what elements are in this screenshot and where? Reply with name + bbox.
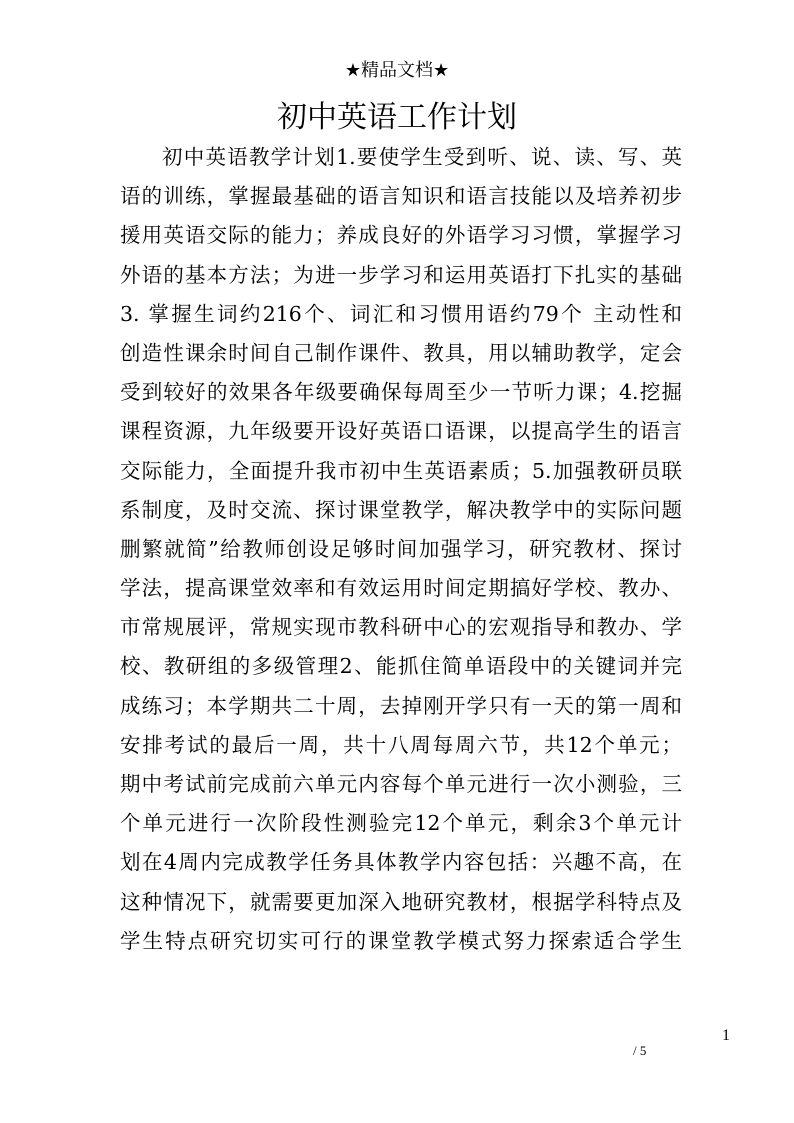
- body-line: 初中英语教学计划1.要使学生受到听、说、读、写、英: [162, 145, 682, 169]
- page-number: 1: [722, 1027, 730, 1044]
- header-mark: ★精品文档★: [344, 60, 450, 81]
- body-line: 删繁就简”给教师创设足够时间加强学习，研究教材、探讨: [120, 536, 682, 561]
- body-text: [120, 138, 682, 961]
- body-line: 学生特点研究切实可行的课堂教学模式努力探索适合学生: [120, 928, 682, 953]
- body-line: 课程资源，九年级要开设好英语口语课，以提高学生的语言: [120, 419, 682, 444]
- body-line: 创造性课余时间自己制作课件、教具，用以辅助教学，定会: [120, 340, 682, 365]
- body-line: 个单元进行一次阶段性测验完12个单元，剩余3个单元计: [120, 811, 682, 836]
- body-line: 成练习；本学期共二十周，去掉刚开学只有一天的第一周和: [120, 693, 682, 718]
- body-line: 期中考试前完成前六单元内容每个单元进行一次小测验，三: [120, 772, 682, 796]
- body-line: 交际能力，全面提升我市初中生英语素质；5.加强教研员联: [120, 458, 682, 483]
- body-line: 语的训练，掌握最基础的语言知识和语言技能以及培养初步: [120, 184, 682, 209]
- body-line: 系制度，及时交流、探讨课堂教学，解决教学中的实际问题: [120, 497, 682, 522]
- body-line: 市常规展评，常规实现市教科研中心的宏观指导和教办、学: [120, 615, 682, 640]
- page-count: / 5: [633, 1043, 647, 1058]
- body-line: 划在4周内完成教学任务具体教学内容包括：兴趣不高，在: [120, 850, 682, 875]
- body-line: 援用英语交际的能力；养成良好的外语学习习惯，掌握学习: [120, 223, 682, 248]
- body-line: 受到较好的效果各年级要确保每周至少一节听力课；4.挖掘: [120, 380, 682, 405]
- document-title: 初中英语工作计划: [277, 100, 517, 135]
- body-line: 安排考试的最后一周，共十八周每周六节，共12个单元；: [120, 732, 682, 757]
- body-line: 3. 掌握生词约216个、词汇和习惯用语约79个 主动性和: [120, 301, 682, 326]
- body-line: 学法，提高课堂效率和有效运用时间定期搞好学校、教办、: [120, 576, 682, 601]
- body-line: 这种情况下，就需要更加深入地研究教材，根据学科特点及: [120, 889, 682, 914]
- body-line: 外语的基本方法；为进一步学习和运用英语打下扎实的基础: [120, 262, 682, 287]
- body-line: 校、教研组的多级管理2、能抓住简单语段中的关键词并完: [120, 654, 682, 679]
